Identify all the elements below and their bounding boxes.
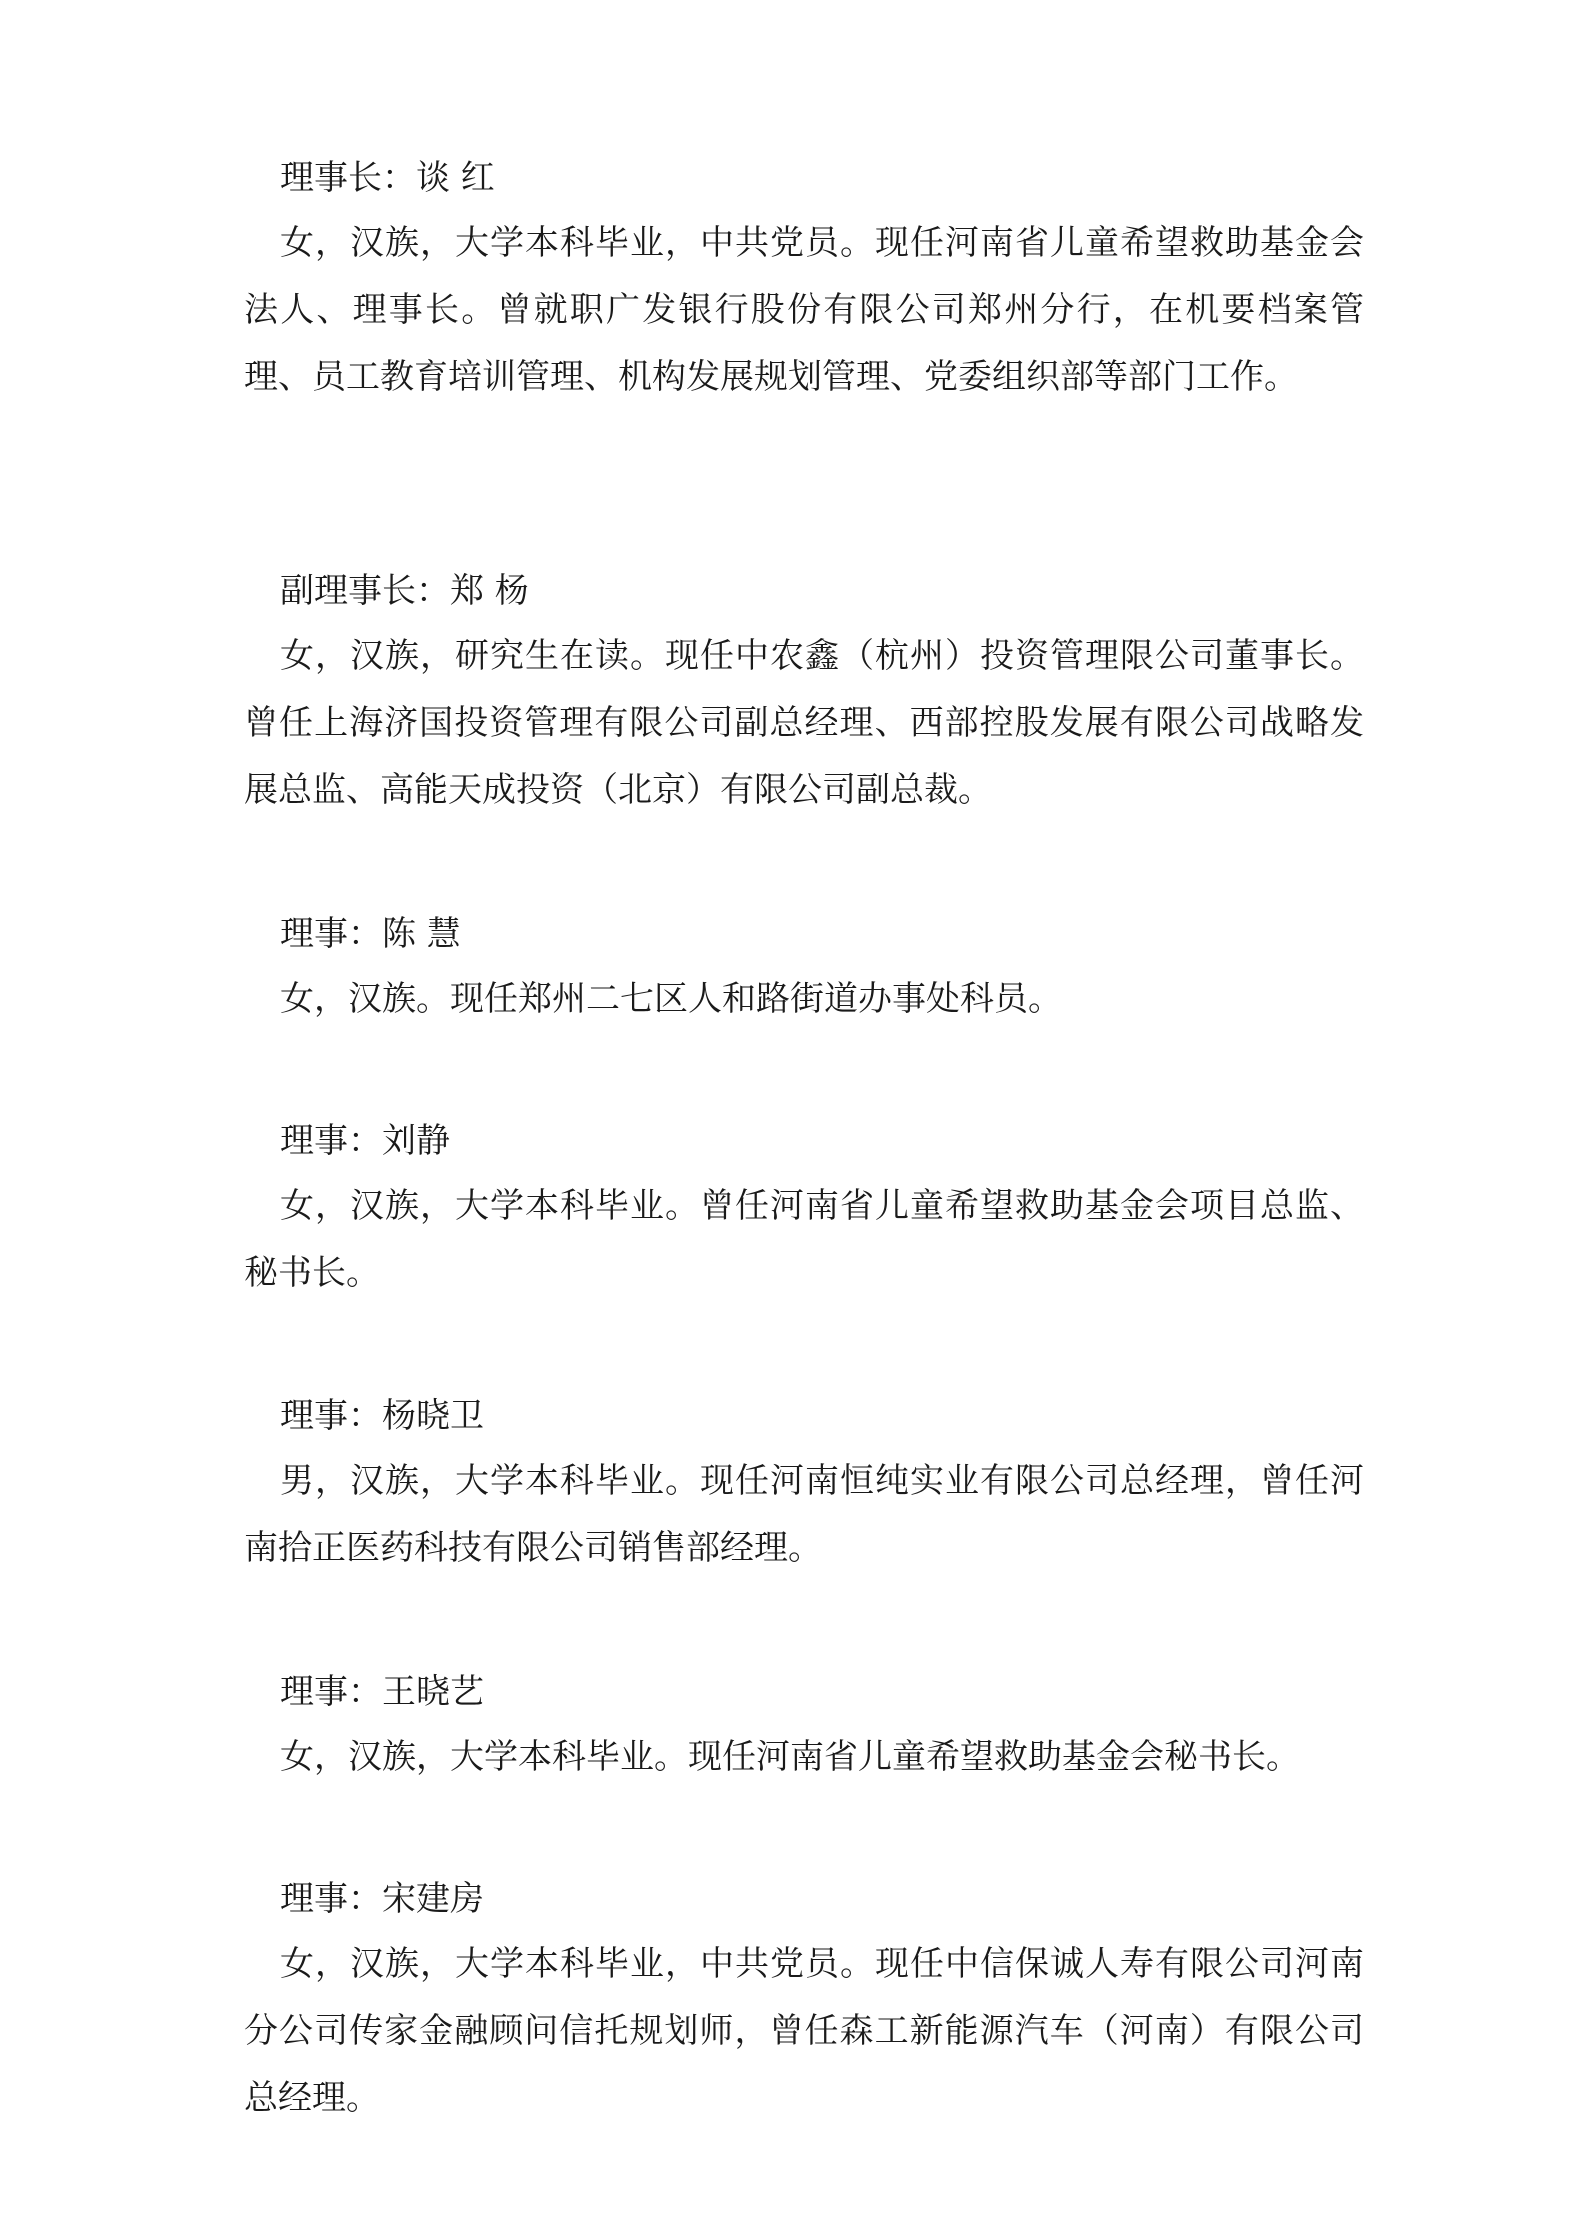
member-entry [244, 1117, 1364, 1307]
member-entry [244, 1875, 1364, 2132]
member-title: 理事长：谈 红 [280, 158, 495, 198]
member-entry [244, 154, 1364, 411]
member-entry [244, 910, 1364, 1033]
member-title: 理事：杨晓卫 [280, 1396, 484, 1436]
member-title: 副理事长：郑 杨 [280, 571, 529, 611]
member-bio: 女，汉族，大学本科毕业，中共党员。现任河南省儿童希望救助基金会法人、理事长。曾就职广发银行股份有限公司郑州分行，在机要档案管理、员工教育培训管理、机构发展规划管理、党委组织部等部门工作。 [244, 223, 1364, 397]
member-entry [244, 1668, 1364, 1791]
member-title: 理事：刘静 [280, 1121, 450, 1161]
member-bio: 女，汉族。现任郑州二七区人和路街道办事处科员。 [280, 979, 1062, 1019]
member-title: 理事：王晓艺 [280, 1672, 484, 1712]
member-bio: 女，汉族，大学本科毕业，中共党员。现任中信保诚人寿有限公司河南分公司传家金融顾问信托规划师，曾任森工新能源汽车（河南）有限公司总经理。 [244, 1944, 1364, 2118]
member-entry [244, 567, 1364, 824]
member-bio: 女，汉族，大学本科毕业。现任河南省儿童希望救助基金会秘书长。 [280, 1737, 1300, 1777]
member-bio: 女，汉族，大学本科毕业。曾任河南省儿童希望救助基金会项目总监、秘书长。 [244, 1186, 1364, 1293]
member-title: 理事：陈 慧 [280, 914, 461, 954]
member-entry [244, 1392, 1364, 1582]
member-title: 理事：宋建房 [280, 1879, 484, 1919]
member-bio: 男，汉族，大学本科毕业。现任河南恒纯实业有限公司总经理，曾任河南拾正医药科技有限公司销售部经理。 [244, 1461, 1364, 1568]
member-bio: 女，汉族，研究生在读。现任中农鑫（杭州）投资管理限公司董事长。曾任上海济国投资管理有限公司副总经理、西部控股发展有限公司战略发展总监、高能天成投资（北京）有限公司副总裁。 [244, 636, 1364, 810]
